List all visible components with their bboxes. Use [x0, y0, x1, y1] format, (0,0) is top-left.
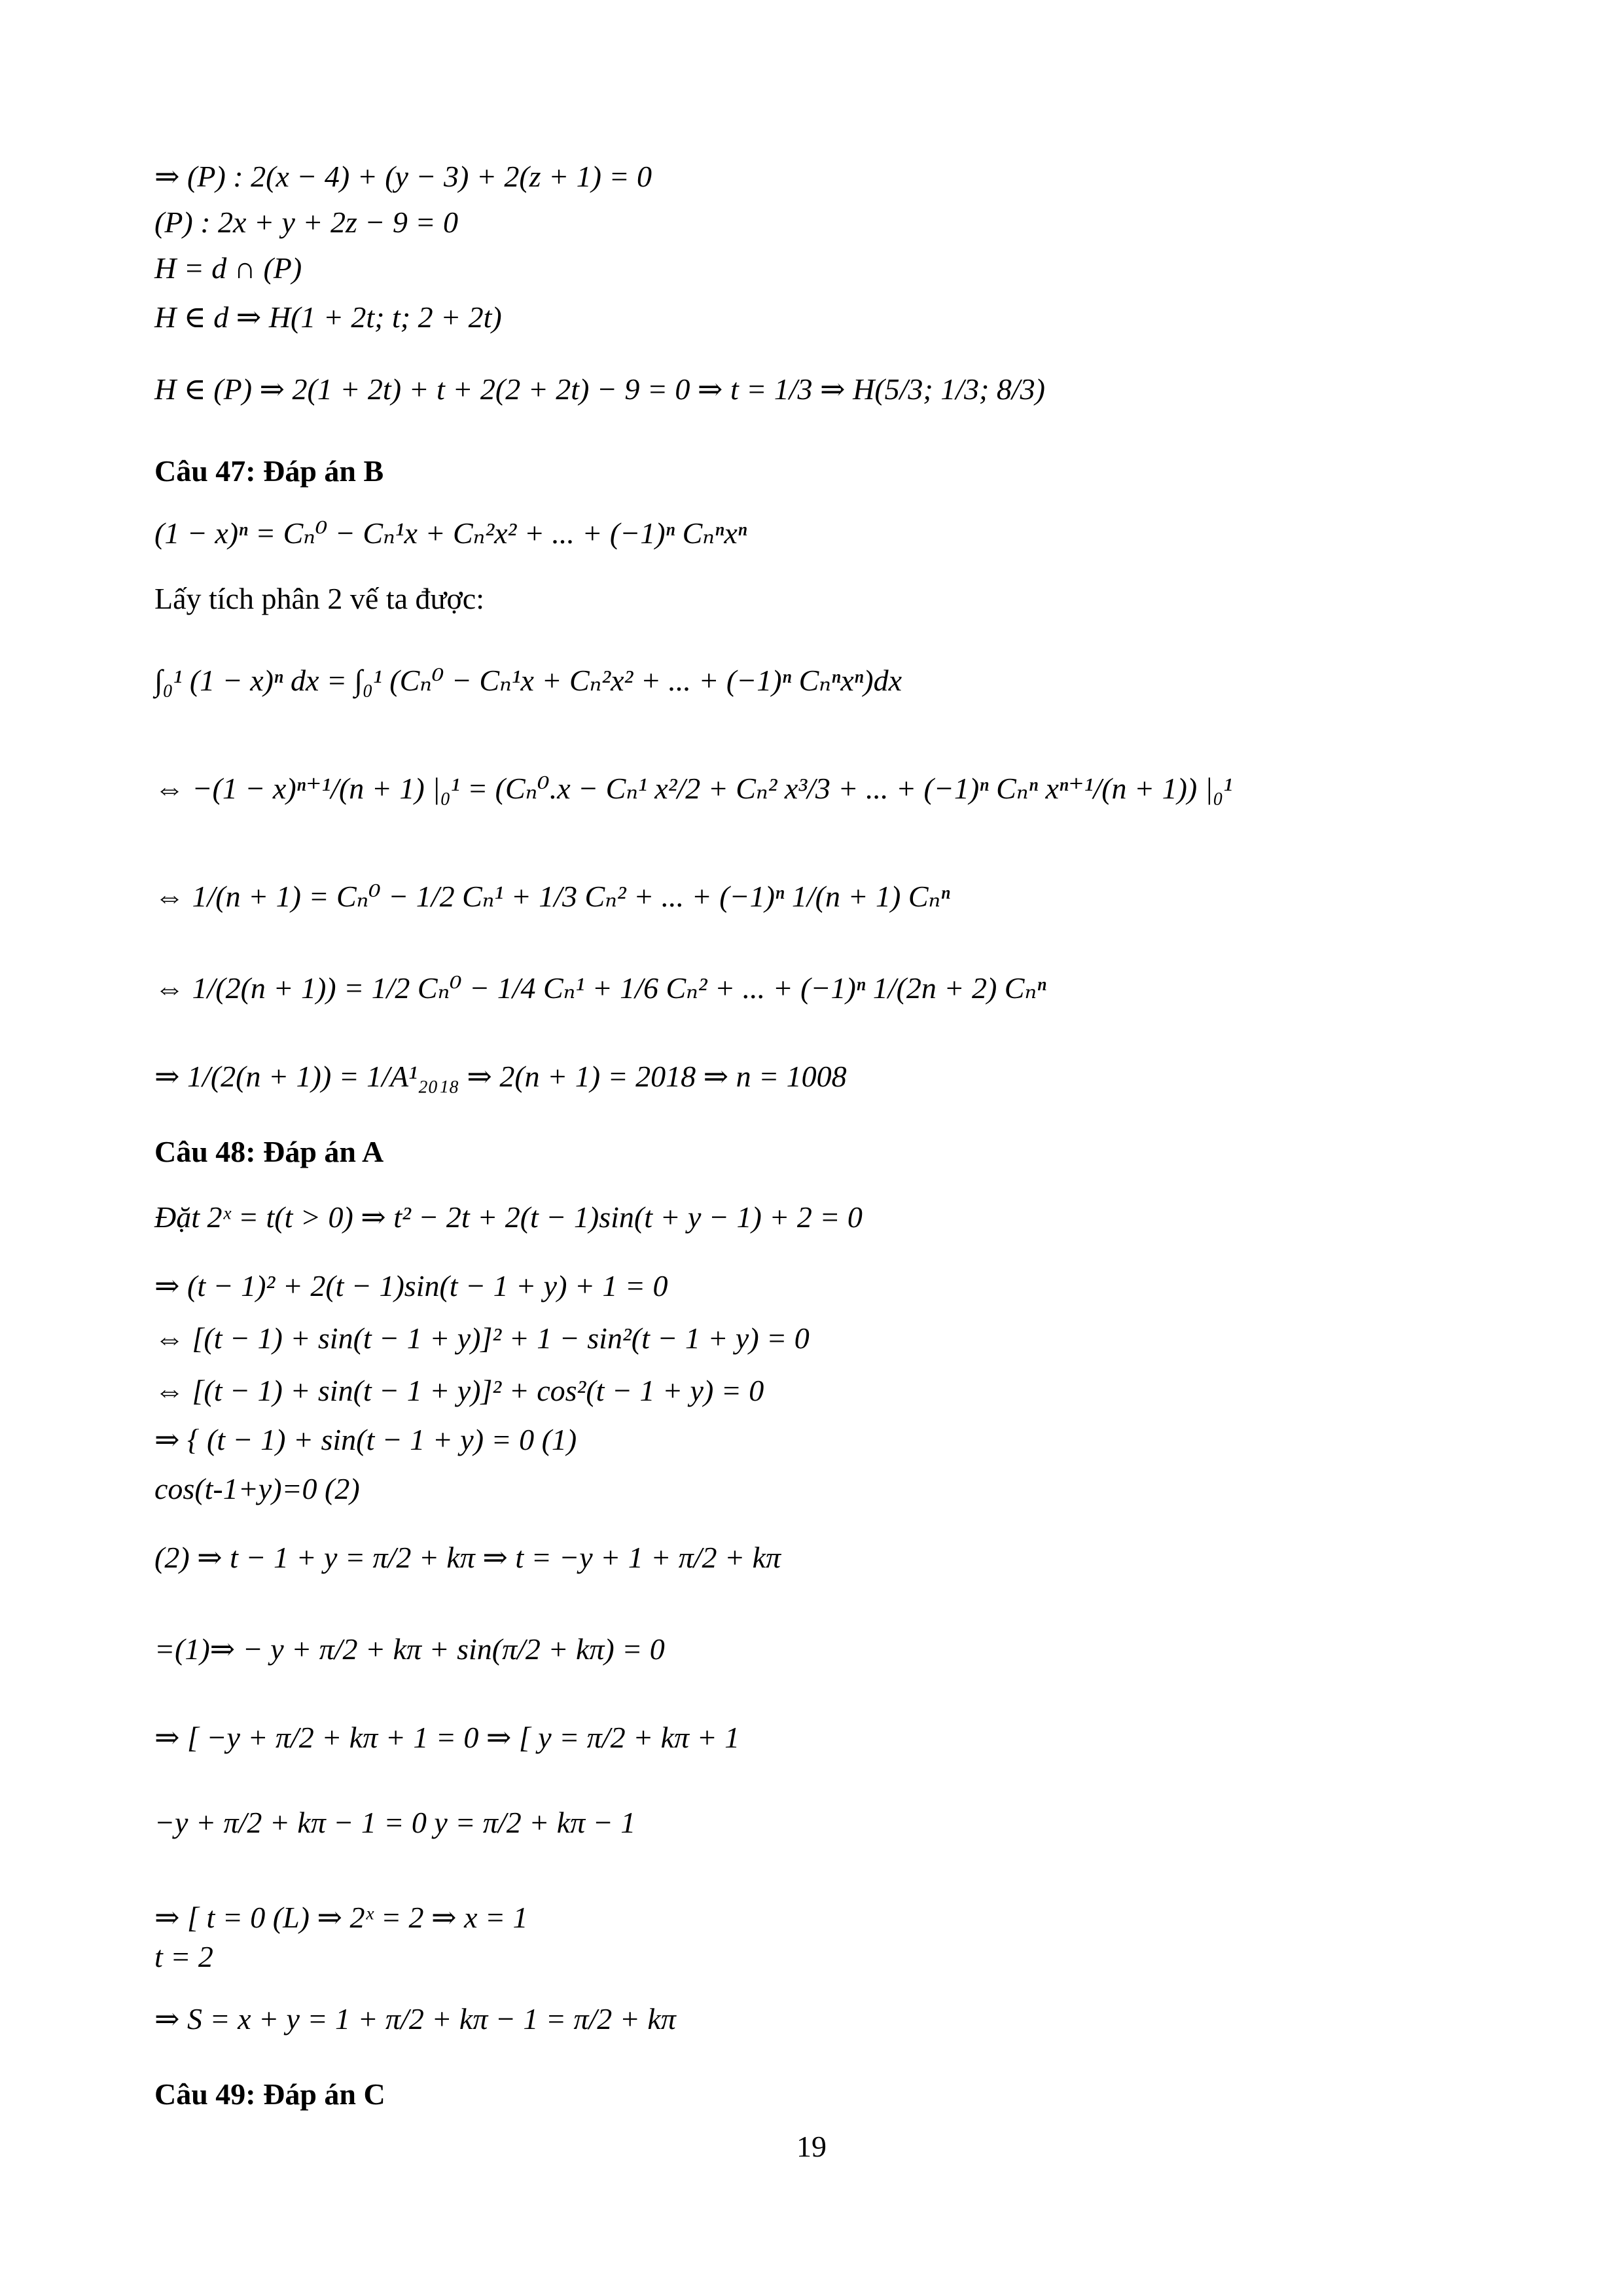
page-number: 19	[796, 2130, 827, 2163]
equation-line: Đặt 2ˣ = t(t > 0) ⇒ t² − 2t + 2(t − 1)sin(t + y − 1) + 2 = 0	[154, 1200, 863, 1234]
equation-line: ⇒ { (t − 1) + sin(t − 1 + y) = 0 (1)	[154, 1423, 577, 1456]
equation-line: ⇔ 1/(2(n + 1)) = 1/2 Cₙ⁰ − 1/4 Cₙ¹ + 1/6 Cₙ² + ... + (−1)ⁿ 1/(2n + 2) Cₙⁿ	[154, 971, 1046, 1005]
equation-line: ⇔ [(t − 1) + sin(t − 1 + y)]² + 1 − sin²(t − 1 + y) = 0	[154, 1321, 810, 1355]
equation-line: (1 − x)ⁿ = Cₙ⁰ − Cₙ¹x + Cₙ²x² + ... + (−1)ⁿ Cₙⁿxⁿ	[154, 516, 747, 550]
equation-line: −y + π/2 + kπ − 1 = 0 y = π/2 + kπ − 1	[154, 1806, 636, 1839]
equation-line: (2) ⇒ t − 1 + y = π/2 + kπ ⇒ t = −y + 1 + π/2 + kπ	[154, 1541, 781, 1574]
equation-line: ⇒ (t − 1)² + 2(t − 1)sin(t − 1 + y) + 1 = 0	[154, 1269, 668, 1302]
question-48-heading: Câu 48: Đáp án A	[154, 1135, 384, 1168]
equation-line: ⇔ [(t − 1) + sin(t − 1 + y)]² + cos²(t − 1 + y) = 0	[154, 1374, 764, 1407]
question-47-heading: Câu 47: Đáp án B	[154, 454, 384, 488]
equation-line: =(1)⇒ − y + π/2 + kπ + sin(π/2 + kπ) = 0	[154, 1632, 665, 1666]
equation-line: ∫₀¹ (1 − x)ⁿ dx = ∫₀¹ (Cₙ⁰ − Cₙ¹x + Cₙ²x² + ... + (−1)ⁿ Cₙⁿxⁿ)dx	[154, 664, 902, 697]
equation-line: ⇒ [ t = 0 (L) ⇒ 2ˣ = 2 ⇒ x = 1	[154, 1901, 528, 1934]
equation-line: H ∈ (P) ⇒ 2(1 + 2t) + t + 2(2 + 2t) − 9 = 0 ⇒ t = 1/3 ⇒ H(5/3; 1/3; 8/3)	[154, 372, 1045, 406]
equation-line: ⇒ [ −y + π/2 + kπ + 1 = 0 ⇒ [ y = π/2 + kπ + 1	[154, 1721, 740, 1754]
equation-line: (P) : 2x + y + 2z − 9 = 0	[154, 206, 458, 239]
question-49-heading: Câu 49: Đáp án C	[154, 2077, 385, 2111]
equation-line: ⇒ (P) : 2(x − 4) + (y − 3) + 2(z + 1) = 0	[154, 160, 652, 193]
equation-line: t = 2	[154, 1940, 213, 1973]
equation-line: ⇒ 1/(2(n + 1)) = 1/A¹₂₀₁₈ ⇒ 2(n + 1) = 2018 ⇒ n = 1008	[154, 1060, 847, 1093]
equation-line: ⇒ S = x + y = 1 + π/2 + kπ − 1 = π/2 + kπ	[154, 2002, 676, 2036]
equation-line: ⇔ −(1 − x)ⁿ⁺¹/(n + 1) |₀¹ = (Cₙ⁰.x − Cₙ¹ x²/2 + Cₙ² x³/3 + ... + (−1)ⁿ Cₙⁿ xⁿ⁺¹/(n + 1)) |₀¹	[154, 772, 1233, 805]
text-line: Lấy tích phân 2 vế ta được:	[154, 582, 484, 615]
equation-line: H ∈ d ⇒ H(1 + 2t; t; 2 + 2t)	[154, 300, 502, 334]
equation-line: ⇔ 1/(n + 1) = Cₙ⁰ − 1/2 Cₙ¹ + 1/3 Cₙ² + ... + (−1)ⁿ 1/(n + 1) Cₙⁿ	[154, 880, 950, 913]
equation-line: cos(t-1+y)=0 (2)	[154, 1472, 360, 1505]
equation-line: H = d ∩ (P)	[154, 251, 302, 285]
